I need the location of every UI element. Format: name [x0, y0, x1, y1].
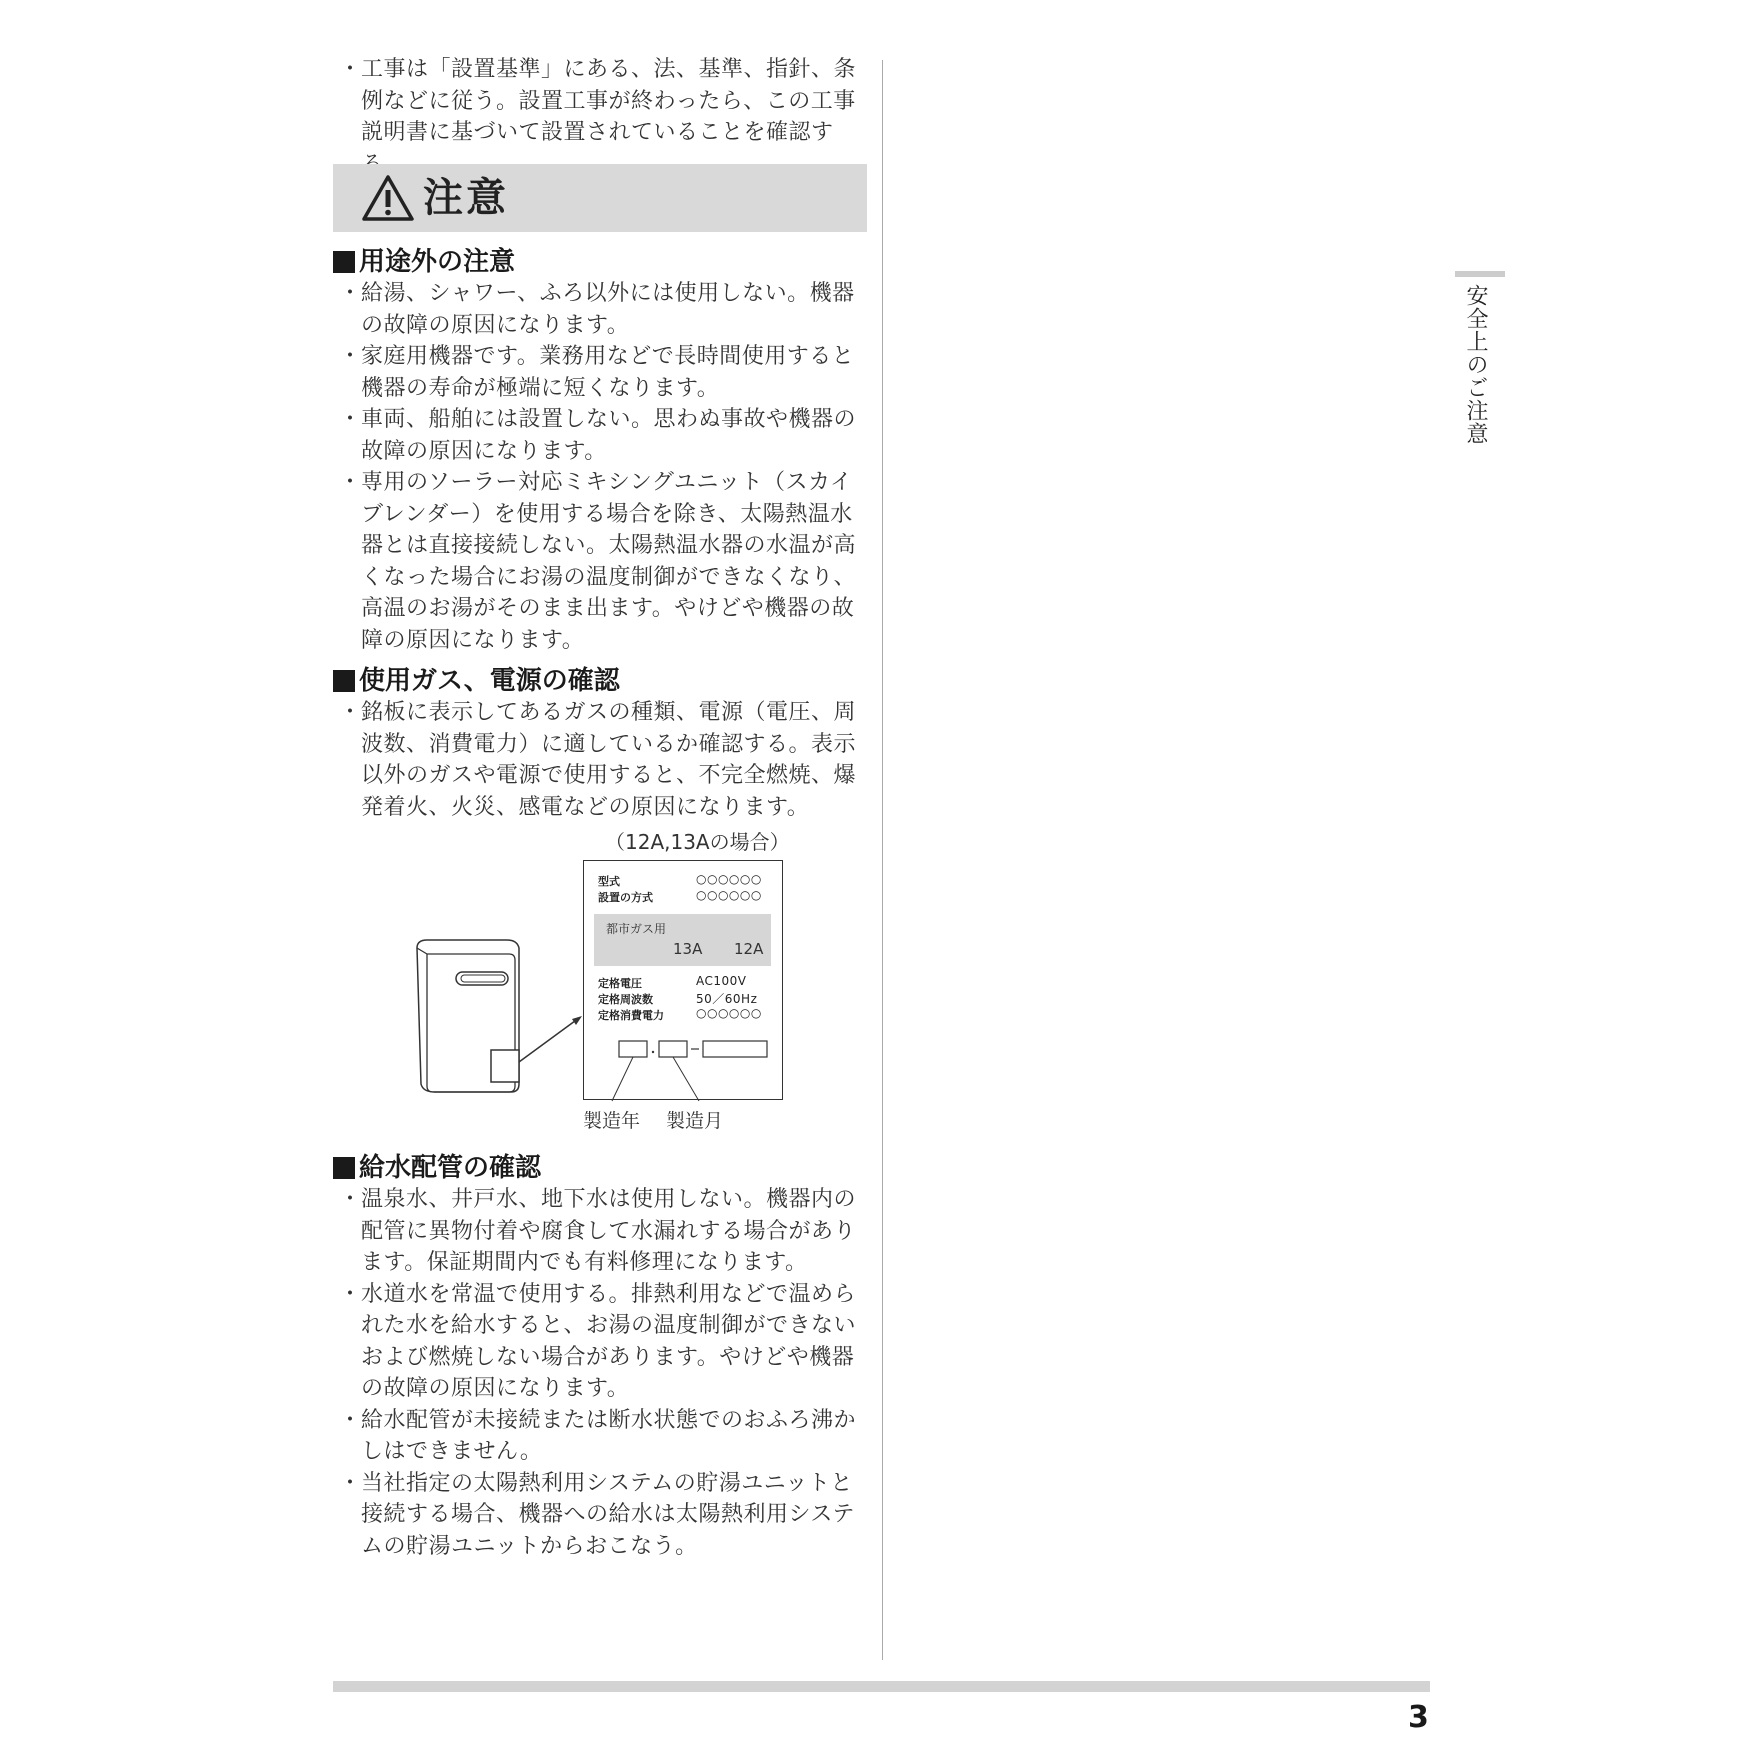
bullet-mark: ・ — [339, 1470, 362, 1496]
caution-banner — [333, 164, 867, 232]
plate-value-frequency: 50／60Hz — [696, 992, 758, 1006]
bullet-mark: ・ — [339, 1187, 362, 1212]
section-water-supply — [333, 1152, 873, 1562]
gas-13a: 13A — [673, 940, 703, 958]
list-item-text: 当社指定の太陽熱利用システムの貯湯ユニットと接続する場合、機器への給水は太陽熱利用システムの貯湯ユニットからおこなう。 — [361, 1470, 855, 1559]
bullet-mark: ・ — [339, 1281, 362, 1307]
list-item-text: 銘板に表示してあるガスの種類、電源（電圧、周波数、消費電力）に適しているか確認する。表示以外のガスや電源で使用すると、不完全燃焼、爆発着火、火災、感電などの原因になります。 — [361, 700, 857, 820]
section-heading — [333, 1152, 873, 1184]
list-item — [333, 697, 873, 823]
section-gas-power — [333, 665, 873, 823]
list-item-text: 家庭用機器です。業務用などで長時間使用すると機器の寿命が極端に短くなります。 — [361, 344, 855, 401]
bullet-mark: ・ — [339, 407, 362, 432]
heading-square-icon — [333, 670, 355, 692]
bullet-mark: ・ — [339, 344, 362, 369]
intro-bullet — [333, 54, 869, 180]
gas-label: 都市ガス用 — [606, 922, 667, 936]
plate-label-install: 設置の方式 — [598, 891, 653, 904]
list-item — [333, 467, 873, 656]
list-item — [333, 1468, 873, 1563]
nameplate — [583, 860, 783, 1100]
side-tab-label: 安全上のご注意 — [1463, 284, 1488, 445]
side-tab-bar — [1455, 271, 1505, 277]
heading-square-icon — [333, 251, 355, 273]
bullet-mark: ・ — [339, 470, 362, 495]
plate-value-voltage: AC100V — [696, 974, 747, 988]
gas-type-box — [594, 914, 771, 966]
list-item — [333, 404, 873, 467]
section-usage — [333, 246, 873, 656]
footer-bar — [333, 1681, 1430, 1692]
plate-label-frequency: 定格周波数 — [598, 993, 653, 1006]
manufacture-month-label: 製造月 — [666, 1110, 724, 1132]
list-item-text: 給湯、シャワー、ふろ以外には使用しない。機器の故障の原因になります。 — [361, 281, 855, 338]
plate-label-power: 定格消費電力 — [598, 1009, 664, 1022]
plate-label-model: 型式 — [598, 875, 620, 888]
caution-title: 注意 — [423, 175, 509, 221]
section-heading — [333, 246, 873, 278]
plate-value-install: ○○○○○○ — [696, 888, 762, 902]
serial-number-boxes — [584, 1031, 782, 1111]
column-divider — [882, 60, 883, 1660]
manufacture-year-label: 製造年 — [583, 1110, 641, 1132]
list-item — [333, 1405, 873, 1468]
list-item-text: 給水配管が未接続または断水状態でのおふろ沸かしはできません。 — [361, 1407, 857, 1464]
list-item-text: 水道水を常温で使用する。排熱利用などで温められた水を給水すると、お湯の温度制御ができないおよび燃焼しない場合があります。やけどや機器の故障の原因になります。 — [361, 1281, 857, 1401]
plate-label-voltage: 定格電圧 — [598, 977, 642, 990]
plate-value-model: ○○○○○○ — [696, 872, 762, 886]
section-heading — [333, 665, 873, 697]
gas-12a: 12A — [734, 940, 764, 958]
intro-text: 工事は「設置基準」にある、法、基準、指針、条例などに従う。設置工事が終わったら、この工事説明書に基づいて設置されていることを確認す — [361, 57, 857, 145]
bullet-mark: ・ — [339, 281, 362, 306]
warning-triangle-icon — [361, 174, 415, 222]
bullet-mark: ・ — [339, 1407, 362, 1433]
list-item-text: 車両、船舶には設置しない。思わぬ事故や機器の故障の原因になります。 — [361, 407, 857, 464]
page-number: 3 — [1408, 1700, 1429, 1735]
list-item-text: 温泉水、井戸水、地下水は使用しない。機器内の配管に異物付着や腐食して水漏れする場合があります。保証期間内でも有料修理になります。 — [361, 1187, 857, 1275]
intro-block — [333, 54, 869, 180]
section-heading-text: 使用ガス、電源の確認 — [359, 666, 620, 696]
list-item — [333, 1279, 873, 1405]
heading-square-icon — [333, 1157, 355, 1179]
section-heading-text: 用途外の注意 — [359, 247, 516, 277]
bullet-mark: ・ — [339, 700, 362, 725]
plate-value-power: ○○○○○○ — [696, 1006, 762, 1020]
list-item — [333, 278, 873, 341]
diagram-caption: （12A,13Aの場合） — [605, 830, 790, 854]
list-item — [333, 341, 873, 404]
list-item — [333, 1184, 873, 1279]
section-heading-text: 給水配管の確認 — [359, 1153, 542, 1183]
bullet-mark: ・ — [339, 57, 362, 82]
list-item-text: 専用のソーラー対応ミキシングユニット（スカイブレンダー）を使用する場合を除き、太陽熱温水器とは直接接続しない。太陽熱温水器の水温が高くなった場合にお湯の温度制御ができなくなり、高温のお湯がそのまま出ます。やけどや機器の故障の原因になります。 — [361, 470, 857, 653]
nameplate-diagram — [415, 826, 795, 1136]
